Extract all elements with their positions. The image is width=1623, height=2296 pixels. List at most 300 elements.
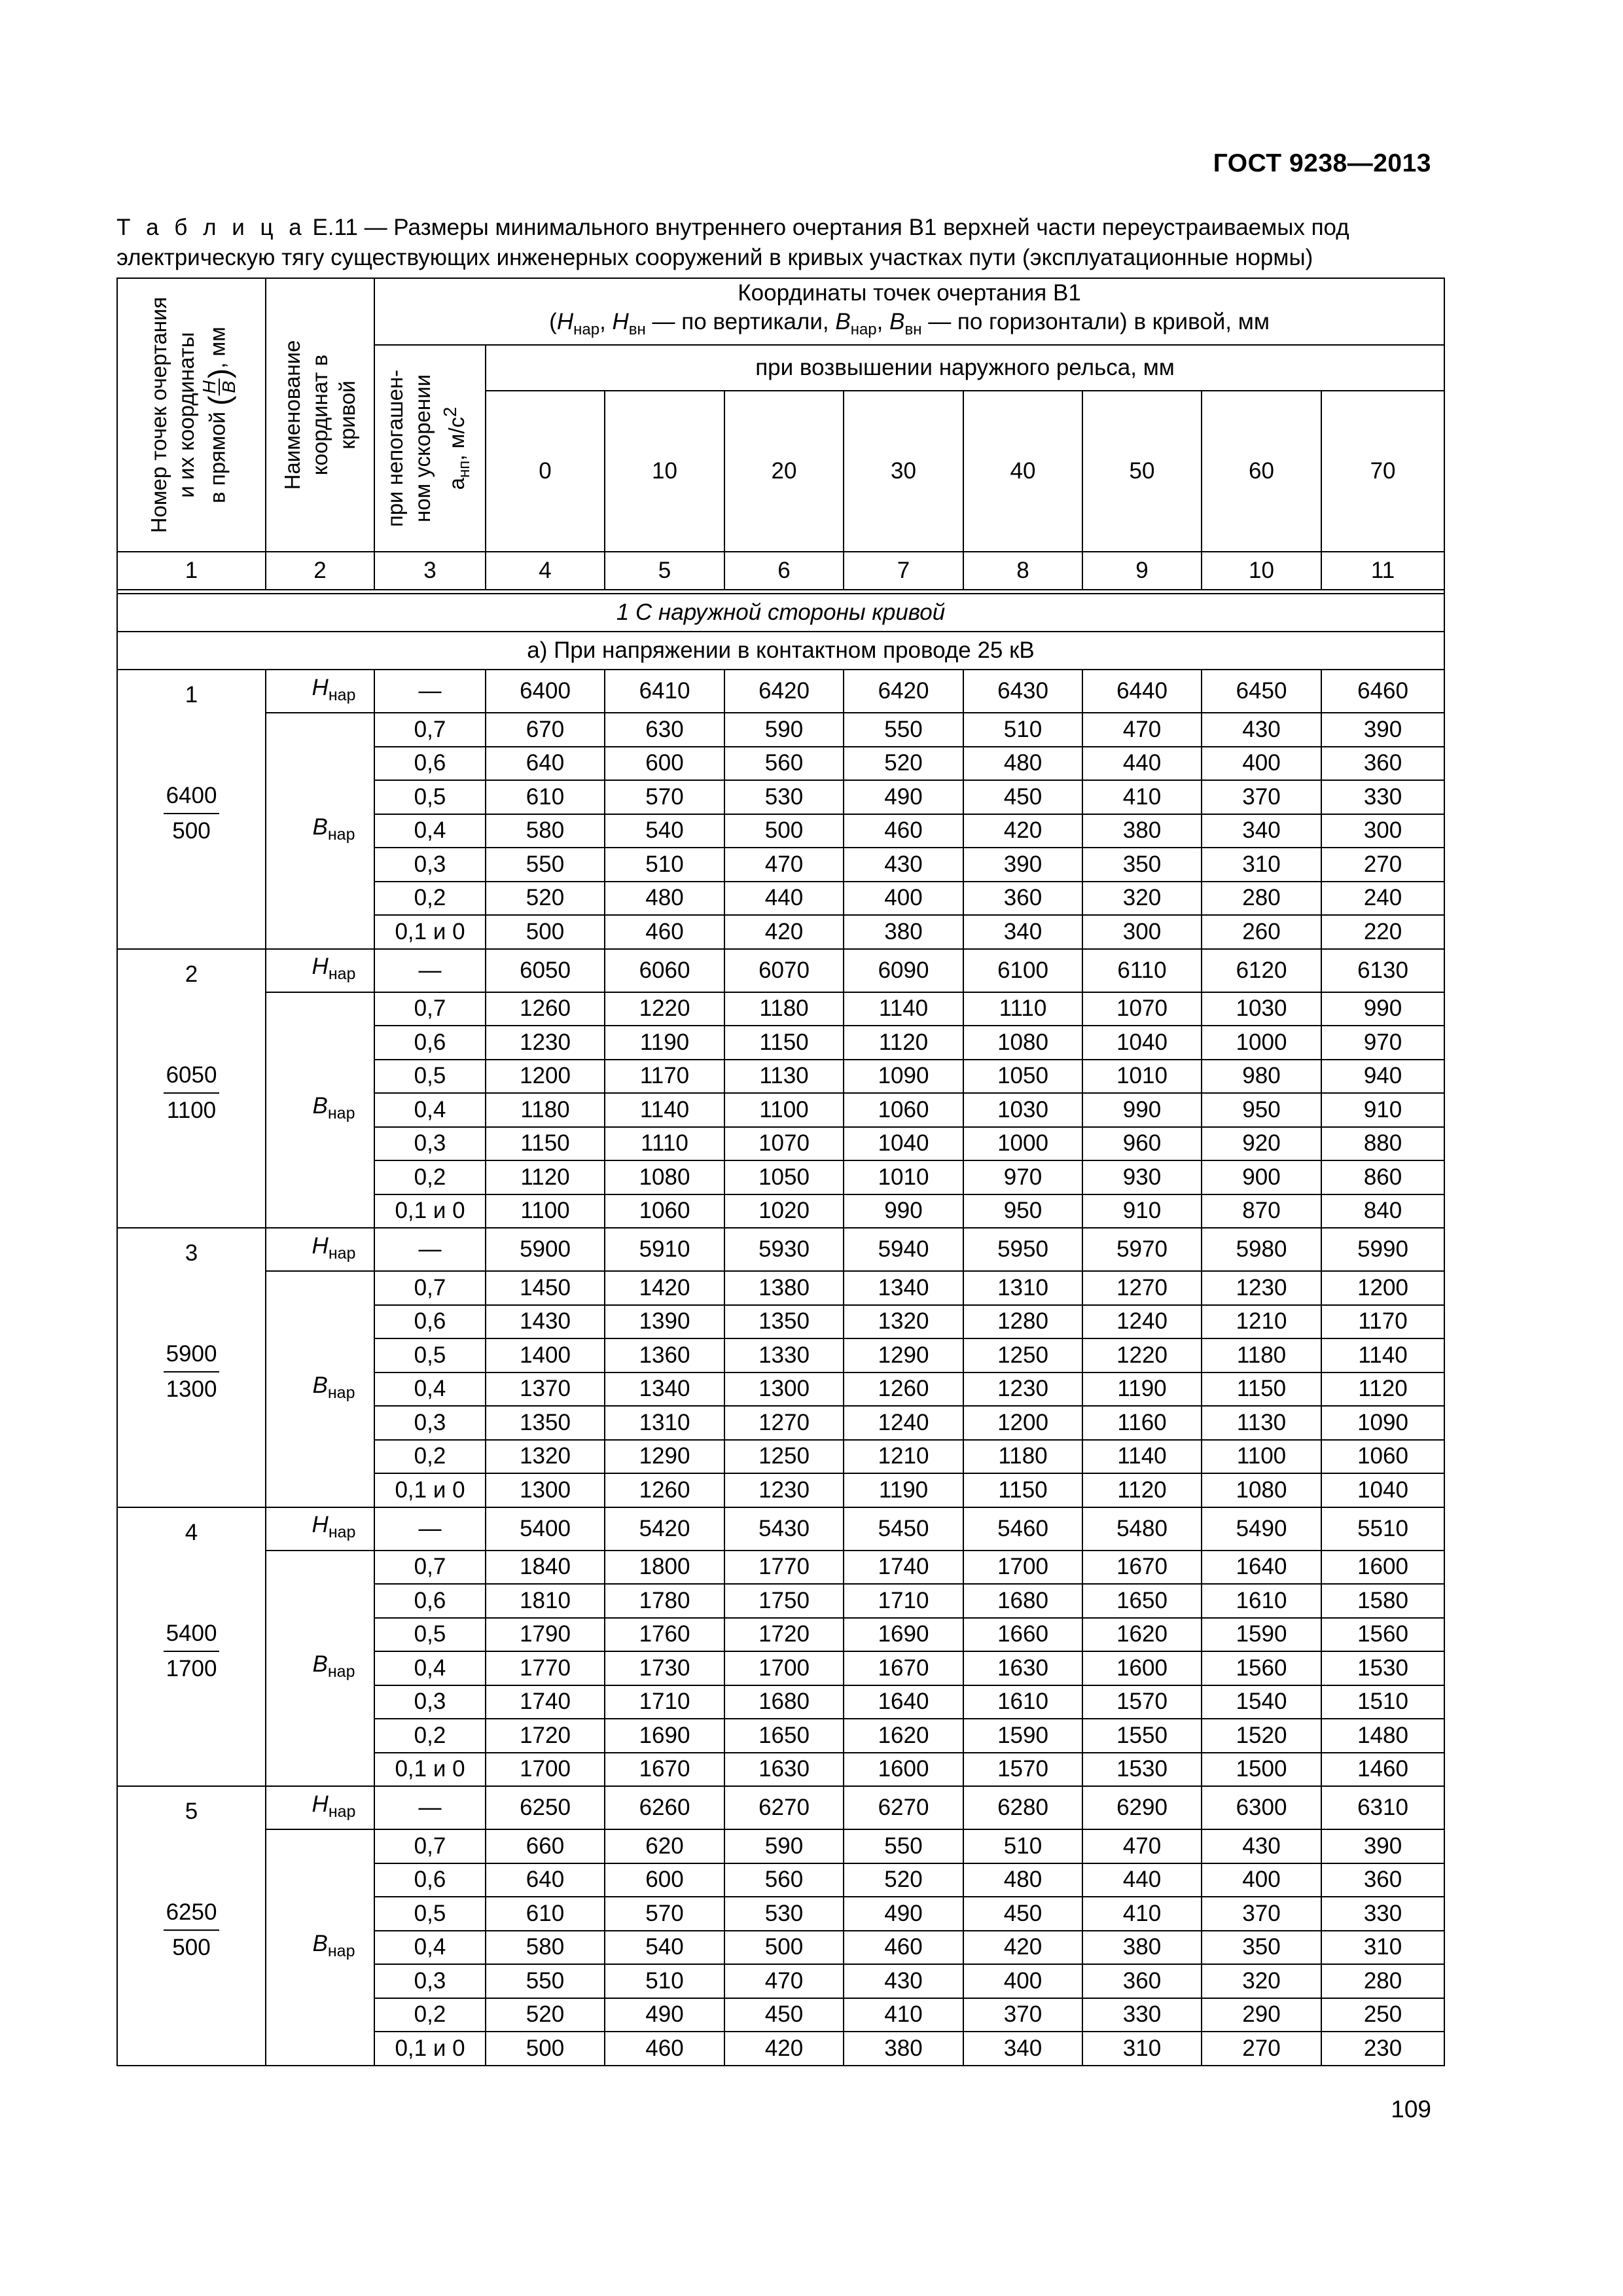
fraction-denominator: B <box>218 380 239 393</box>
subsection-title: а) При напряжении в контактном проводе 25 кВ <box>117 632 1444 670</box>
b-value: 1150 <box>963 1473 1082 1507</box>
b-value: 1750 <box>724 1584 844 1618</box>
unit: , мм <box>205 327 230 368</box>
h-value: 6420 <box>724 670 844 713</box>
b-value: 520 <box>844 747 963 781</box>
col-accel-line: $a_{нп}$, $м/с^2$ <box>440 406 473 490</box>
elevation-value: 40 <box>963 391 1082 552</box>
b-value: 450 <box>963 1897 1082 1931</box>
b-value: 1050 <box>963 1060 1082 1094</box>
acceleration-value: 0,3 <box>374 1964 486 1998</box>
b-value: 1170 <box>605 1060 724 1094</box>
table-caption <box>116 213 1438 273</box>
caption-text: Е.11 — Размеры минимального внутреннего очертания В1 верхней части переустраиваемых под электрическую тягу существующих инженерных сооружений в кривых участках пути (эксплуатационные нормы) <box>116 215 1349 270</box>
b-value: 1230 <box>724 1473 844 1507</box>
b-value: 1720 <box>724 1618 844 1652</box>
b-value: 300 <box>1321 814 1444 848</box>
symbol <box>612 309 646 338</box>
b-value: 1460 <box>1321 1753 1444 1787</box>
b-value: 550 <box>486 1964 605 1998</box>
table-row <box>117 1829 1444 1863</box>
acceleration-value: 0,6 <box>374 1584 486 1618</box>
b-value: 1150 <box>486 1127 605 1161</box>
b-value: 1580 <box>1321 1584 1444 1618</box>
b-value: 1520 <box>1202 1719 1321 1753</box>
point-cell <box>117 670 266 949</box>
b-value: 400 <box>1202 747 1321 781</box>
column-number: 7 <box>844 552 963 590</box>
b-value: 930 <box>1082 1160 1202 1194</box>
b-value: 450 <box>963 780 1082 814</box>
h-value: 5910 <box>605 1228 724 1271</box>
point-number: 3 <box>185 1240 198 1266</box>
acceleration-value: 0,5 <box>374 1060 486 1094</box>
b-value: 1560 <box>1321 1618 1444 1652</box>
b-value: 1130 <box>724 1060 844 1094</box>
h-coordinate-label: $H_{нар}$ <box>266 1786 374 1829</box>
b-value: 1190 <box>605 1026 724 1060</box>
h-value: 5420 <box>605 1507 724 1551</box>
b-value: 1320 <box>844 1305 963 1339</box>
b-value: 580 <box>486 1931 605 1965</box>
h-value: 6260 <box>605 1786 724 1829</box>
b-value: 1110 <box>605 1127 724 1161</box>
b-value: 880 <box>1321 1127 1444 1161</box>
b-value: 430 <box>844 848 963 882</box>
b-value: 330 <box>1321 1897 1444 1931</box>
b-value: 990 <box>1082 1093 1202 1127</box>
b-value: 340 <box>1202 814 1321 848</box>
b-value: 980 <box>1202 1060 1321 1094</box>
b-value: 1230 <box>963 1372 1082 1407</box>
b-value: 1670 <box>605 1753 724 1787</box>
elevation-value: 10 <box>605 391 724 552</box>
b-value: 1700 <box>963 1551 1082 1585</box>
b-value: 1060 <box>605 1194 724 1229</box>
b-sub: нар <box>327 1662 355 1681</box>
b-value: 1100 <box>1202 1440 1321 1474</box>
acceleration-value: 0,3 <box>374 848 486 882</box>
b-value: 1720 <box>486 1719 605 1753</box>
symbol <box>835 309 877 338</box>
b-value: 1610 <box>1202 1584 1321 1618</box>
b-value: 310 <box>1082 2032 1202 2066</box>
b-value: 420 <box>963 1931 1082 1965</box>
b-value: 1610 <box>963 1685 1082 1719</box>
document-code: ГОСТ 9238—2013 <box>1213 149 1431 177</box>
b-value: 1160 <box>1082 1406 1202 1440</box>
b-value: 1120 <box>1082 1473 1202 1507</box>
b-value: 630 <box>605 713 724 747</box>
b-value: 370 <box>1202 1897 1321 1931</box>
accel-sup: 2 <box>440 406 461 417</box>
col-acceleration-header <box>374 345 486 552</box>
b-value: 1340 <box>605 1372 724 1407</box>
acceleration-value: 0,1 и 0 <box>374 1473 486 1507</box>
b-value: 1380 <box>724 1271 844 1305</box>
b-value: 1300 <box>486 1473 605 1507</box>
col-point-header-line: в прямой ( H B ), мм <box>198 327 239 503</box>
b-value: 510 <box>605 848 724 882</box>
table-row <box>117 713 1444 747</box>
b-value: 640 <box>486 747 605 781</box>
b-value: 460 <box>844 814 963 848</box>
b-value: 420 <box>724 2032 844 2066</box>
b-value: 1120 <box>1321 1372 1444 1407</box>
b-value: 390 <box>1321 713 1444 747</box>
h-value: 5950 <box>963 1228 1082 1271</box>
column-number: 1 <box>117 552 266 590</box>
table-row <box>117 1271 1444 1305</box>
paren-open: ( <box>202 395 236 406</box>
h-value: 6110 <box>1082 949 1202 992</box>
b-value: 1080 <box>1202 1473 1321 1507</box>
col-coord-name-header <box>266 278 374 552</box>
b-value: 1130 <box>1202 1406 1321 1440</box>
column-number: 8 <box>963 552 1082 590</box>
h-value: 6280 <box>963 1786 1082 1829</box>
accel-dash: — <box>374 670 486 713</box>
b-value: 1020 <box>724 1194 844 1229</box>
b-value: 1450 <box>486 1271 605 1305</box>
b-value: 460 <box>844 1931 963 1965</box>
b-value: 1190 <box>844 1473 963 1507</box>
acceleration-value: 0,7 <box>374 1271 486 1305</box>
group-header-line1: Координаты точек очертания В1 <box>738 280 1081 306</box>
page-number: 109 <box>1391 2096 1431 2123</box>
b-value: 920 <box>1202 1127 1321 1161</box>
table-row <box>117 992 1444 1026</box>
acceleration-value: 0,1 и 0 <box>374 2032 486 2066</box>
h-value: 6250 <box>486 1786 605 1829</box>
column-number: 5 <box>605 552 724 590</box>
b-value: 1840 <box>486 1551 605 1585</box>
b-value: 240 <box>1321 882 1444 916</box>
b-value: 390 <box>1321 1829 1444 1863</box>
b-value: 300 <box>1082 915 1202 949</box>
b-value: 1040 <box>1082 1026 1202 1060</box>
b-value: 350 <box>1202 1931 1321 1965</box>
b-value: 320 <box>1082 882 1202 916</box>
symbol-letter: H <box>556 309 574 334</box>
acceleration-value: 0,3 <box>374 1127 486 1161</box>
point-straight-coords <box>164 1058 220 1128</box>
b-value: 1480 <box>1321 1719 1444 1753</box>
point-number: 5 <box>185 1799 198 1824</box>
b-sub: нар <box>327 1941 355 1960</box>
acceleration-value: 0,4 <box>374 1372 486 1407</box>
h-value: 5490 <box>1202 1507 1321 1551</box>
b-value: 1630 <box>724 1753 844 1787</box>
b-value: 480 <box>963 747 1082 781</box>
acceleration-value: 0,7 <box>374 992 486 1026</box>
b-value: 470 <box>1082 713 1202 747</box>
b-value: 280 <box>1321 1964 1444 1998</box>
clearance-table <box>116 278 1445 2066</box>
b-value: 550 <box>486 848 605 882</box>
b-value: 1150 <box>1202 1372 1321 1407</box>
b-value: 1260 <box>486 992 605 1026</box>
h-value: 6290 <box>1082 1786 1202 1829</box>
b-value: 1210 <box>1202 1305 1321 1339</box>
b-value: 1080 <box>963 1026 1082 1060</box>
b-value: 1030 <box>963 1093 1082 1127</box>
column-number: 6 <box>724 552 844 590</box>
point-h-straight: 5400 <box>164 1617 220 1652</box>
h-value: 6120 <box>1202 949 1321 992</box>
b-value: 570 <box>605 1897 724 1931</box>
point-h-straight: 6250 <box>164 1895 220 1931</box>
b-value: 1070 <box>724 1127 844 1161</box>
b-value: 310 <box>1321 1931 1444 1965</box>
b-value: 1370 <box>486 1372 605 1407</box>
b-value: 360 <box>1321 747 1444 781</box>
acceleration-value: 0,6 <box>374 1026 486 1060</box>
b-value: 1050 <box>724 1160 844 1194</box>
b-value: 1230 <box>1202 1271 1321 1305</box>
b-value: 1290 <box>605 1440 724 1474</box>
column-number: 10 <box>1202 552 1321 590</box>
b-value: 500 <box>724 1931 844 1965</box>
h-value: 5940 <box>844 1228 963 1271</box>
accel-dash: — <box>374 949 486 992</box>
b-value: 270 <box>1321 848 1444 882</box>
b-value: 1650 <box>724 1719 844 1753</box>
b-value: 1650 <box>1082 1584 1202 1618</box>
b-value: 1100 <box>724 1093 844 1127</box>
b-value: 1070 <box>1082 992 1202 1026</box>
b-value: 440 <box>724 882 844 916</box>
b-value: 310 <box>1202 848 1321 882</box>
b-value: 360 <box>1321 1863 1444 1897</box>
b-value: 280 <box>1202 882 1321 916</box>
b-value: 1200 <box>1321 1271 1444 1305</box>
b-value: 1620 <box>1082 1618 1202 1652</box>
b-value: 230 <box>1321 2032 1444 2066</box>
col-point-header-text <box>145 297 238 533</box>
b-value: 1000 <box>963 1127 1082 1161</box>
h-value: 6060 <box>605 949 724 992</box>
h-value: 6410 <box>605 670 724 713</box>
b-value: 1100 <box>486 1194 605 1229</box>
h-coordinate-label: $H_{нар}$ <box>266 1507 374 1551</box>
b-value: 1690 <box>844 1618 963 1652</box>
b-value: 1300 <box>724 1372 844 1407</box>
b-value: 1010 <box>1082 1060 1202 1094</box>
table-row <box>117 1786 1444 1829</box>
b-value: 1180 <box>1202 1338 1321 1372</box>
b-value: 660 <box>486 1829 605 1863</box>
h-coordinate-label: $H_{нар}$ <box>266 1228 374 1271</box>
elevation-value: 50 <box>1082 391 1202 552</box>
h-value: 5990 <box>1321 1228 1444 1271</box>
b-coordinate-label: $B_{нар}$ <box>266 1829 374 2066</box>
b-value: 1110 <box>963 992 1082 1026</box>
table-row <box>117 670 1444 713</box>
point-h-straight: 6050 <box>164 1058 220 1094</box>
b-value: 1740 <box>844 1551 963 1585</box>
acceleration-value: 0,4 <box>374 1093 486 1127</box>
b-value: 1230 <box>486 1026 605 1060</box>
b-value: 350 <box>1082 848 1202 882</box>
b-value: 370 <box>1202 780 1321 814</box>
b-value: 1640 <box>1202 1551 1321 1585</box>
point-h-straight: 6400 <box>164 779 220 814</box>
b-value: 1320 <box>486 1440 605 1474</box>
b-value: 1240 <box>844 1406 963 1440</box>
elevation-value: 30 <box>844 391 963 552</box>
col-accel-line: при непогашен- <box>383 369 408 528</box>
table-row <box>117 1228 1444 1271</box>
b-value: 1010 <box>844 1160 963 1194</box>
h-value: 6070 <box>724 949 844 992</box>
acceleration-value: 0,1 и 0 <box>374 1194 486 1229</box>
b-value: 440 <box>1082 1863 1202 1897</box>
point-h-straight: 5900 <box>164 1337 220 1372</box>
b-value: 560 <box>724 747 844 781</box>
b-value: 540 <box>605 814 724 848</box>
b-value: 1350 <box>724 1305 844 1339</box>
b-value: 1190 <box>1082 1372 1202 1407</box>
b-value: 910 <box>1082 1194 1202 1229</box>
b-value: 360 <box>963 882 1082 916</box>
b-coordinate-label: $B_{нар}$ <box>266 1551 374 1787</box>
h-sub: нар <box>328 1802 356 1821</box>
symbol-sub: нар <box>573 321 600 338</box>
b-value: 1570 <box>1082 1685 1202 1719</box>
b-value: 1810 <box>486 1584 605 1618</box>
table-row <box>117 1507 1444 1551</box>
b-value: 1140 <box>1321 1338 1444 1372</box>
coordinates-group-header <box>374 278 1444 345</box>
b-value: 470 <box>724 1964 844 1998</box>
b-value: 410 <box>844 1998 963 2032</box>
point-cell <box>117 1228 266 1507</box>
b-value: 950 <box>1202 1093 1321 1127</box>
b-value: 1700 <box>486 1753 605 1787</box>
point-b-straight: 500 <box>172 818 211 844</box>
b-value: 1060 <box>1321 1440 1444 1474</box>
b-value: 400 <box>963 1964 1082 1998</box>
b-value: 400 <box>844 882 963 916</box>
b-value: 1530 <box>1321 1651 1444 1685</box>
b-value: 460 <box>605 2032 724 2066</box>
b-value: 340 <box>963 2032 1082 2066</box>
h-value: 6130 <box>1321 949 1444 992</box>
b-value: 1760 <box>605 1618 724 1652</box>
b-value: 1260 <box>605 1473 724 1507</box>
b-value: 560 <box>724 1863 844 1897</box>
b-value: 1710 <box>605 1685 724 1719</box>
accel-dash: — <box>374 1507 486 1551</box>
b-value: 1120 <box>844 1026 963 1060</box>
b-value: 620 <box>605 1829 724 1863</box>
b-coordinate-label: $B_{нар}$ <box>266 992 374 1229</box>
b-value: 540 <box>605 1931 724 1965</box>
acceleration-value: 0,1 и 0 <box>374 1753 486 1787</box>
point-b-straight: 1300 <box>166 1376 217 1402</box>
b-value: 970 <box>1321 1026 1444 1060</box>
point-straight-coords <box>164 1337 220 1407</box>
b-value: 460 <box>605 915 724 949</box>
b-value: 610 <box>486 1897 605 1931</box>
b-value: 250 <box>1321 1998 1444 2032</box>
b-value: 430 <box>1202 1829 1321 1863</box>
h-value: 6300 <box>1202 1786 1321 1829</box>
b-value: 1220 <box>1082 1338 1202 1372</box>
b-value: 1270 <box>724 1406 844 1440</box>
b-value: 1590 <box>1202 1618 1321 1652</box>
b-value: 370 <box>963 1998 1082 2032</box>
elevation-value: 20 <box>724 391 844 552</box>
acceleration-value: 0,6 <box>374 1863 486 1897</box>
col-coord-name-header-text: Наименование координат в кривой <box>280 340 359 490</box>
column-number: 9 <box>1082 552 1202 590</box>
b-value: 220 <box>1321 915 1444 949</box>
accel-dash: — <box>374 1228 486 1271</box>
h-value: 6050 <box>486 949 605 992</box>
h-value: 6100 <box>963 949 1082 992</box>
symbol <box>889 309 922 338</box>
b-coordinate-label: $B_{нар}$ <box>266 1271 374 1507</box>
h-value: 5980 <box>1202 1228 1321 1271</box>
table-body <box>117 670 1444 2066</box>
symbol-letter: B <box>889 309 905 334</box>
acceleration-value: 0,4 <box>374 1651 486 1685</box>
b-value: 520 <box>486 1998 605 2032</box>
point-straight-coords <box>164 1617 220 1686</box>
b-value: 1150 <box>724 1026 844 1060</box>
symbol-letter: H <box>612 309 629 334</box>
b-value: 1690 <box>605 1719 724 1753</box>
b-value: 1790 <box>486 1618 605 1652</box>
b-value: 1740 <box>486 1685 605 1719</box>
b-value: 1430 <box>486 1305 605 1339</box>
b-value: 1800 <box>605 1551 724 1585</box>
b-value: 430 <box>844 1964 963 1998</box>
acceleration-value: 0,7 <box>374 1551 486 1585</box>
acceleration-value: 0,5 <box>374 780 486 814</box>
point-cell <box>117 1786 266 2066</box>
b-value: 1770 <box>486 1651 605 1685</box>
b-value: 600 <box>605 747 724 781</box>
b-value: 1240 <box>1082 1305 1202 1339</box>
point-cell <box>117 949 266 1229</box>
b-value: 1420 <box>605 1271 724 1305</box>
col-point-header-line: и их координаты <box>173 332 198 498</box>
b-value: 1500 <box>1202 1753 1321 1787</box>
b-value: 1560 <box>1202 1651 1321 1685</box>
h-value: 5900 <box>486 1228 605 1271</box>
column-number: 11 <box>1321 552 1444 590</box>
elevation-value: 70 <box>1321 391 1444 552</box>
b-value: 530 <box>724 1897 844 1931</box>
b-value: 510 <box>605 1964 724 1998</box>
b-value: 910 <box>1321 1093 1444 1127</box>
col-point-header <box>117 278 266 552</box>
b-value: 390 <box>963 848 1082 882</box>
point-b-straight: 1700 <box>166 1655 217 1681</box>
paren-close: ) <box>202 368 236 379</box>
b-value: 440 <box>1082 747 1202 781</box>
acceleration-value: 0,1 и 0 <box>374 915 486 949</box>
point-b-straight: 1100 <box>166 1097 217 1123</box>
b-value: 500 <box>486 2032 605 2066</box>
h-value: 5970 <box>1082 1228 1202 1271</box>
h-value: 6460 <box>1321 670 1444 713</box>
point-straight-coords <box>164 1895 220 1965</box>
b-value: 550 <box>844 713 963 747</box>
